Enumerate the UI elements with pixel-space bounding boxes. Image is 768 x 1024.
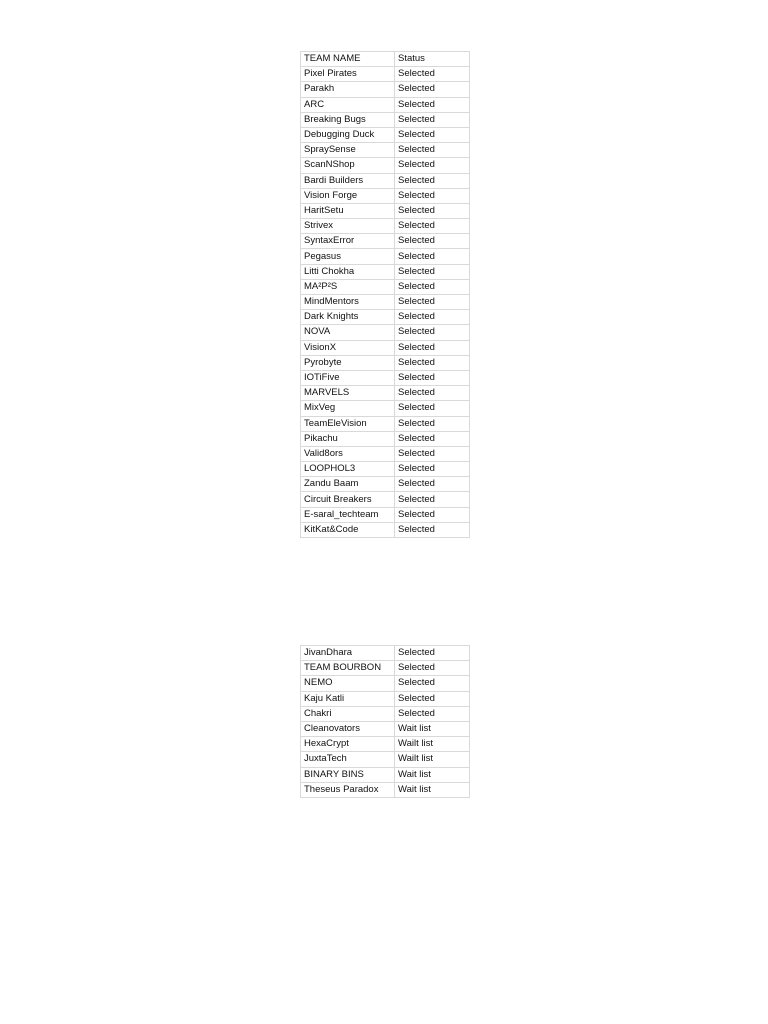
table-row (301, 462, 470, 477)
team-name-cell: BINARY BINS (301, 767, 395, 782)
table-row (301, 112, 470, 127)
status-cell: Selected (395, 522, 470, 537)
status-cell: Selected (395, 446, 470, 461)
status-cell: Selected (395, 112, 470, 127)
table-row (301, 431, 470, 446)
table-row (301, 370, 470, 385)
status-cell: Selected (395, 676, 470, 691)
team-name-cell: Debugging Duck (301, 127, 395, 142)
table-row (301, 295, 470, 310)
status-cell: Selected (395, 431, 470, 446)
status-cell: Selected (395, 661, 470, 676)
status-cell: Selected (395, 234, 470, 249)
table-row (301, 249, 470, 264)
table-row (301, 188, 470, 203)
table-row (301, 127, 470, 142)
team-name-cell: Pegasus (301, 249, 395, 264)
team-name-cell: VisionX (301, 340, 395, 355)
team-name-cell: TEAM BOURBON (301, 661, 395, 676)
status-cell: Selected (395, 310, 470, 325)
status-cell: Selected (395, 264, 470, 279)
table-row (301, 646, 470, 661)
team-name-cell: ARC (301, 97, 395, 112)
status-cell: Selected (395, 279, 470, 294)
team-name-cell: Zandu Baam (301, 477, 395, 492)
header-team-name: TEAM NAME (301, 52, 395, 67)
team-name-cell: HaritSetu (301, 203, 395, 218)
table-row (301, 355, 470, 370)
status-cell: Selected (395, 295, 470, 310)
header-status: Status (395, 52, 470, 67)
status-cell: Wait list (395, 721, 470, 736)
status-cell: Wailt list (395, 752, 470, 767)
team-name-cell: Cleanovators (301, 721, 395, 736)
table-row (301, 782, 470, 797)
table-row (301, 386, 470, 401)
team-name-cell: Vision Forge (301, 188, 395, 203)
status-cell: Selected (395, 158, 470, 173)
table-body (301, 646, 470, 798)
team-name-cell: Breaking Bugs (301, 112, 395, 127)
team-name-cell: HexaCrypt (301, 737, 395, 752)
table-row (301, 219, 470, 234)
team-name-cell: JivanDhara (301, 646, 395, 661)
team-name-cell: Litti Chokha (301, 264, 395, 279)
team-name-cell: JuxtaTech (301, 752, 395, 767)
status-cell: Selected (395, 203, 470, 218)
team-name-cell: KitKat&Code (301, 522, 395, 537)
table-row (301, 173, 470, 188)
table-row (301, 661, 470, 676)
team-name-cell: Bardi Builders (301, 173, 395, 188)
status-cell: Selected (395, 370, 470, 385)
team-name-cell: Dark Knights (301, 310, 395, 325)
table-row (301, 234, 470, 249)
table-row (301, 507, 470, 522)
table-row (301, 82, 470, 97)
team-name-cell: SpraySense (301, 143, 395, 158)
team-name-cell: MindMentors (301, 295, 395, 310)
status-cell: Selected (395, 507, 470, 522)
table-row (301, 721, 470, 736)
status-cell: Selected (395, 219, 470, 234)
table-row (301, 310, 470, 325)
status-cell: Selected (395, 355, 470, 370)
table-row (301, 416, 470, 431)
table-row (301, 676, 470, 691)
team-name-cell: MARVELS (301, 386, 395, 401)
status-cell: Selected (395, 401, 470, 416)
team-name-cell: LOOPHOL3 (301, 462, 395, 477)
status-cell: Selected (395, 416, 470, 431)
status-cell: Wailt list (395, 737, 470, 752)
team-name-cell: Theseus Paradox (301, 782, 395, 797)
status-cell: Selected (395, 143, 470, 158)
team-name-cell: Parakh (301, 82, 395, 97)
team-name-cell: MA²P²S (301, 279, 395, 294)
table-row (301, 706, 470, 721)
team-name-cell: Pyrobyte (301, 355, 395, 370)
status-cell: Selected (395, 691, 470, 706)
team-name-cell: Chakri (301, 706, 395, 721)
team-name-cell: TeamEleVision (301, 416, 395, 431)
team-name-cell: MixVeg (301, 401, 395, 416)
status-cell: Selected (395, 173, 470, 188)
team-name-cell: Pikachu (301, 431, 395, 446)
table-row (301, 279, 470, 294)
team-name-cell: Kaju Katli (301, 691, 395, 706)
team-name-cell: ScanNShop (301, 158, 395, 173)
table-row (301, 446, 470, 461)
table-row (301, 401, 470, 416)
table-row (301, 691, 470, 706)
table-row (301, 203, 470, 218)
status-cell: Selected (395, 82, 470, 97)
table-row (301, 143, 470, 158)
team-name-cell: Pixel Pirates (301, 67, 395, 82)
team-name-cell: NEMO (301, 676, 395, 691)
status-cell: Selected (395, 492, 470, 507)
table-row (301, 340, 470, 355)
table-row (301, 752, 470, 767)
status-cell: Selected (395, 477, 470, 492)
status-cell: Selected (395, 188, 470, 203)
team-name-cell: E-saral_techteam (301, 507, 395, 522)
team-name-cell: SyntaxError (301, 234, 395, 249)
status-cell: Wait list (395, 767, 470, 782)
team-status-table-continued (300, 645, 470, 798)
table-row (301, 737, 470, 752)
team-name-cell: Strivex (301, 219, 395, 234)
status-cell: Selected (395, 127, 470, 142)
status-cell: Selected (395, 706, 470, 721)
team-name-cell: IOTiFive (301, 370, 395, 385)
table-row (301, 97, 470, 112)
status-cell: Selected (395, 325, 470, 340)
team-name-cell: Valid8ors (301, 446, 395, 461)
status-cell: Selected (395, 386, 470, 401)
table-body (301, 52, 470, 538)
status-cell: Selected (395, 97, 470, 112)
table-row (301, 67, 470, 82)
table-row (301, 158, 470, 173)
status-cell: Selected (395, 67, 470, 82)
status-cell: Selected (395, 340, 470, 355)
status-cell: Wait list (395, 782, 470, 797)
status-cell: Selected (395, 249, 470, 264)
team-status-table (300, 51, 470, 538)
table-row (301, 477, 470, 492)
table-row (301, 264, 470, 279)
table-row (301, 492, 470, 507)
table-row (301, 325, 470, 340)
team-name-cell: NOVA (301, 325, 395, 340)
status-cell: Selected (395, 462, 470, 477)
team-name-cell: Circuit Breakers (301, 492, 395, 507)
table-row (301, 522, 470, 537)
table-header-row (301, 52, 470, 67)
table-row (301, 767, 470, 782)
status-cell: Selected (395, 646, 470, 661)
